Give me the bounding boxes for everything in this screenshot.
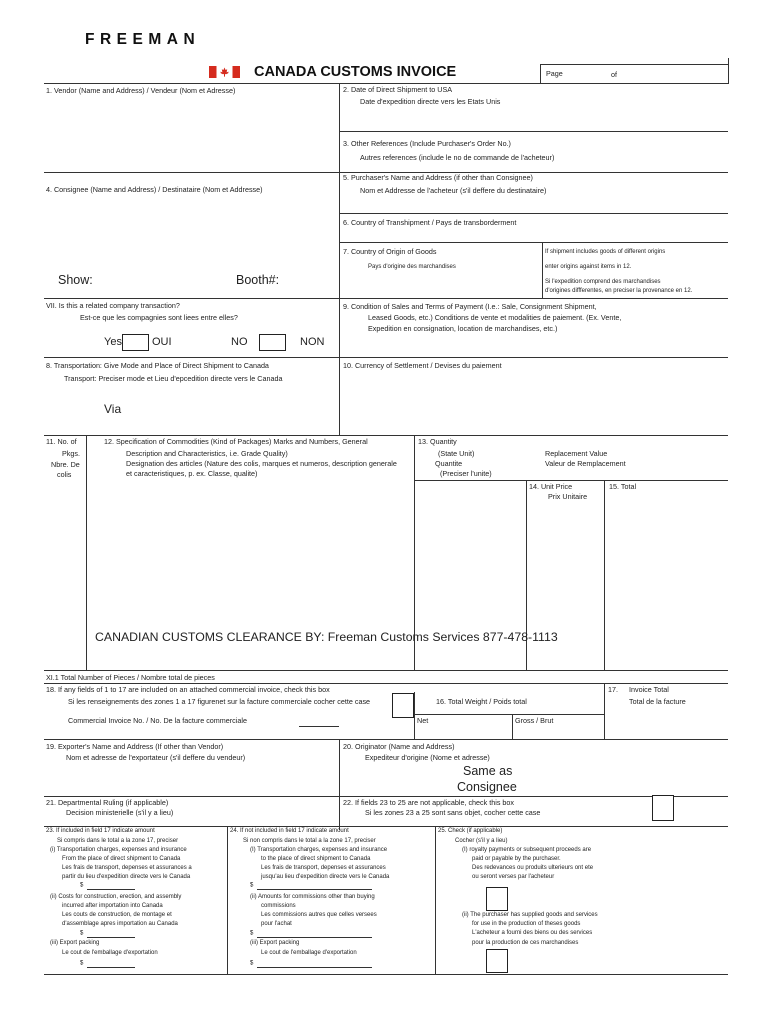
field-12-line: 12. Specification of Commodities (Kind of Packages) Marks and Numbers, General [104, 437, 368, 446]
field-7-note-line: enter origins against items in 12. [545, 264, 632, 270]
rule [339, 213, 728, 214]
field-1-label: 1. Vendor (Name and Address) / Vendeur (Nom et Adresse) [46, 86, 236, 95]
page-label: Page [546, 69, 563, 78]
rule [44, 796, 728, 797]
rule [728, 58, 729, 84]
field-23-line: (ii) Costs for construction, erection, and assembly [50, 894, 182, 900]
customs-clearance-note: CANADIAN CUSTOMS CLEARANCE BY: Freeman Customs Services 877-478-1113 [95, 630, 558, 644]
field-11-line: 11. No. of [46, 437, 77, 446]
field-18-label: 18. If any fields of 1 to 17 are included on an attached commercial invoice, check this box [46, 685, 330, 694]
field-18-checkbox[interactable] [392, 693, 414, 718]
no-checkbox[interactable] [259, 334, 286, 351]
field-vii-label: VII. Is this a related company transaction? [46, 301, 180, 310]
field-11-line: colis [57, 470, 72, 479]
replacement-value-label: Replacement Value [545, 449, 608, 458]
field-23-line: Les frais de transport, depenses et assurances a [62, 865, 192, 871]
rule [414, 714, 604, 715]
yes-label: Yes [104, 336, 122, 348]
field-5-label: 5. Purchaser's Name and Address (if other than Consignee) [343, 173, 533, 182]
field-24-line: (I) Transportation charges, expenses and insurance [250, 847, 388, 853]
field-13-line: 13. Quantity [418, 437, 457, 446]
field-25-line: Cocher (s'il y a lieu) [455, 838, 508, 844]
same-as-text: Same as [463, 764, 513, 778]
field-4-label: 4. Consignee (Name and Address) / Destinataire (Nom et Addresse) [46, 185, 263, 194]
rule [339, 83, 340, 435]
field-23-line: (iii) Export packing [50, 940, 100, 946]
field-25-line: pour la production de ces marchandises [472, 940, 579, 946]
field-7-label-fr: Pays d'origine des marchandises [368, 264, 456, 270]
rule [44, 739, 728, 740]
field-23-amount: $ [80, 960, 135, 968]
field-23-amount: $ [80, 930, 135, 938]
gross-label: Gross / Brut [515, 716, 554, 725]
rule [512, 714, 513, 739]
non-label: NON [300, 336, 325, 348]
field-24-line: (ii) Amounts for commissions other than buying [250, 894, 375, 900]
field-25-line: for use in the production of theses goods [472, 921, 581, 927]
field-7-note-line: d'origines diffferentes, en preciser la provenance en 12. [545, 288, 693, 294]
field-24-amount: $ [250, 882, 372, 890]
field-23-line: Si compris dans le total a la zone 17, preciser [57, 838, 179, 844]
field-23-amount: $ [80, 882, 135, 890]
field-25-line: Des redevances ou produits ulterieurs ont ete [472, 865, 594, 871]
field-11-line: Nbre. De [51, 460, 80, 469]
booth-label: Booth#: [236, 273, 280, 287]
field-21-label: 21. Departmental Ruling (if applicable) [46, 798, 169, 807]
field-23-line: d'assemblage apres importation au Canada [62, 921, 178, 927]
net-label: Net [417, 716, 429, 725]
field-22-label: 22. If fields 23 to 25 are not applicable, check this box [343, 798, 515, 807]
field-25-line: (ii) The purchaser has supplied goods and services [462, 912, 598, 918]
field-24-line: 24. If not included in field 17 indicate amount [230, 828, 349, 834]
field-2-label-fr: Date d'expedition directe vers les Etats Unis [360, 97, 501, 106]
field-25-i-checkbox[interactable] [486, 887, 508, 911]
field-7-note-line: Si l'expedition comprend des marchandises [545, 279, 661, 285]
rule [44, 298, 728, 299]
field-18-label-fr: Si les renseignements des zones 1 a 17 figurenet sur la facture commerciale cocher cette case [68, 697, 371, 706]
rule [44, 670, 728, 671]
rule [44, 435, 728, 436]
form-title: CANADA CUSTOMS INVOICE [254, 64, 457, 80]
field-7-note-line: If shipment includes goods of different origins [545, 249, 666, 255]
field-3-label-fr: Autres references (include le no de commande de l'acheteur) [360, 153, 555, 162]
field-14-label-fr: Prix Unitaire [548, 492, 588, 501]
field-5-label-fr: Nom et Addresse de l'acheteur (s'il deffere du destinataire) [360, 186, 547, 195]
field-25-line: (I) royalty payments or subsequent proceeds are [462, 847, 592, 853]
field-19-label-fr: Nom et adresse de l'exportateur (s'il deffere du vendeur) [66, 753, 246, 762]
field-3-label: 3. Other References (Include Purchaser's Order No.) [343, 139, 511, 148]
rule [44, 826, 728, 827]
field-13-line: (State Unit) [438, 449, 475, 458]
rule [435, 826, 436, 974]
field-23-line: Les couts de construction, de montage et [62, 912, 172, 918]
field-24-line: pour l'achat [261, 921, 292, 927]
field-12-line: et caracteristiques, p. ex. Classe, qualite) [126, 469, 258, 478]
field-24-line: Le cout de l'emballage d'exportation [261, 950, 357, 956]
field-24-line: Si non compris dans le total a la zone 17, preciser [243, 838, 376, 844]
rule [227, 826, 228, 974]
field-7-label: 7. Country of Origin of Goods [343, 247, 437, 256]
yes-checkbox[interactable] [122, 334, 149, 351]
rule [414, 480, 728, 481]
field-25-line: L'acheteur a fourni des biens ou des services [472, 930, 593, 936]
field-8-label: 8. Transportation: Give Mode and Place of Direct Shipment to Canada [46, 361, 269, 370]
field-10-label: 10. Currency of Settlement / Devises du paiement [343, 361, 502, 370]
field-9-line: Expedition en consignation, location de marchandises, etc.) [368, 324, 558, 333]
rule [339, 131, 728, 132]
rule [339, 739, 340, 830]
field-24-line: Les frais de transport, depenses et assurances [261, 865, 386, 871]
field-14-label: 14. Unit Price [529, 482, 573, 491]
rule [604, 480, 605, 670]
field-23-line: partir du lieu d'expedition directe vers le Canada [62, 874, 191, 880]
rule [604, 683, 605, 739]
field-25-ii-checkbox[interactable] [486, 949, 508, 973]
field-16-label: 16. Total Weight / Poids total [436, 697, 527, 706]
rule [44, 683, 728, 684]
field-24-line: jusqu'au lieu d'expedition directe vers le Canada [261, 874, 390, 880]
field-23-line: incurred after importation into Canada [62, 903, 163, 909]
field-12-line: Designation des articles (Nature des colis, marques et numeros, description generale [126, 459, 397, 468]
field-13-line: Quantite [435, 459, 463, 468]
rule [44, 974, 728, 975]
field-23-line: 23. If included in field 17 indicate amount [46, 828, 155, 834]
field-17-label-fr: Total de la facture [629, 697, 686, 706]
oui-label: OUI [152, 336, 172, 348]
field-21-label-fr: Decision ministerielle (s'il y a lieu) [66, 808, 174, 817]
field-vii-label-fr: Est-ce que les compagnies sont liees entre elles? [80, 313, 238, 322]
field-13-line: (Preciser l'unite) [440, 469, 492, 478]
field-18-ci-label: Commercial Invoice No. / No. De la facture commerciale [68, 716, 247, 725]
field-24-line: Les commissions autres que celles versees [261, 912, 377, 918]
field-6-label: 6. Country of Transhipment / Pays de transborderment [343, 218, 517, 227]
field-8-label-fr: Transport: Preciser mode et Lieu d'epcedition directe vers le Canada [64, 374, 283, 383]
field-23-line: From the place of direct shipment to Canada [62, 856, 181, 862]
field-12-line: Description and Characteristics, i.e. Grade Quality) [126, 449, 288, 458]
field-24-amount: $ [250, 960, 372, 968]
field-17-label: Invoice Total [629, 685, 669, 694]
rule [542, 242, 543, 298]
field-20-label: 20. Originator (Name and Address) [343, 742, 455, 751]
field-24-line: (iii) Export packing [250, 940, 300, 946]
field-22-label-fr: Si les zones 23 a 25 sont sans objet, cocher cette case [365, 808, 541, 817]
field-24-line: commissions [261, 903, 296, 909]
rule [540, 64, 541, 84]
replacement-value-label-fr: Valeur de Remplacement [545, 459, 626, 468]
no-label: NO [231, 336, 248, 348]
rule [86, 435, 87, 670]
field-2-label: 2. Date of Direct Shipment to USA [343, 85, 453, 94]
field-23-line: (i) Transportation charges, expenses and insurance [50, 847, 187, 853]
field-24-line: to the place of direct shipment to Canada [261, 856, 371, 862]
field-9-line: Leased Goods, etc.) Conditions de vente et modalities de paiement. (Ex. Vente, [368, 313, 622, 322]
field-15-label: 15. Total [609, 482, 637, 491]
rule [339, 242, 728, 243]
invoice-number-line [299, 726, 339, 727]
rule [540, 64, 728, 65]
field-9-line: 9. Condition of Sales and Terms of Payment (I.e.: Sale, Consignment Shipment, [343, 302, 597, 311]
field-19-label: 19. Exporter's Name and Address (If other than Vendor) [46, 742, 224, 751]
field-25-line: 25. Check (if applicable) [438, 828, 503, 834]
field-17-number: 17. [608, 685, 618, 694]
field-24-amount: $ [250, 930, 372, 938]
canada-flag-icon [209, 66, 240, 78]
rule [44, 357, 728, 358]
brand-name: FREEMAN [85, 31, 201, 48]
field-25-line: ou seront verses par l'acheteur [472, 874, 555, 880]
field-23-line: Le cout de l'emballage d'exportation [62, 950, 158, 956]
rule [44, 83, 728, 84]
field-22-checkbox[interactable] [652, 795, 674, 821]
field-20-label-fr: Expediteur d'origine (Nome et adresse) [365, 753, 490, 762]
via-label: Via [104, 402, 122, 416]
field-11-line: Pkgs. [62, 449, 80, 458]
of-label: of [611, 70, 617, 79]
field-25-line: paid or payable by the purchaser. [472, 856, 561, 862]
show-label: Show: [58, 273, 93, 287]
consignee-text: Consignee [457, 780, 517, 794]
rule [414, 692, 415, 739]
field-xi-label: XI.1 Total Number of Pieces / Nombre total de pieces [46, 673, 215, 682]
